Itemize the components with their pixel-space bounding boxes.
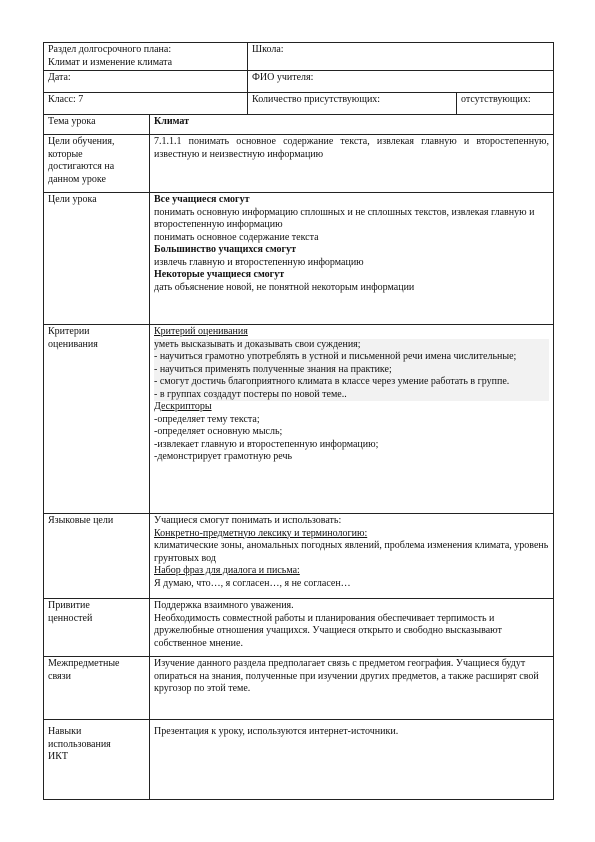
topic-value: Климат — [154, 116, 190, 127]
values-label-line: Привитие — [48, 600, 90, 611]
learning-objectives-label-line: данном уроке — [48, 173, 106, 185]
header-row-class — [44, 93, 554, 115]
school-label: Школа: — [252, 44, 284, 55]
class-cell — [44, 93, 248, 115]
learning-objectives-label-line: которые — [48, 148, 83, 160]
phrases-heading: Набор фраз для диалога и письма: — [154, 565, 300, 576]
criteria-line: уметь высказывать и доказывать свои суждения; — [154, 339, 549, 352]
row-criteria — [44, 325, 554, 514]
row-lesson-objectives — [44, 193, 554, 325]
criteria-line: - смогут достичь благоприятного климата в классе через умение работать в группе. — [154, 376, 549, 389]
criteria-heading: Критерий оценивания — [154, 326, 248, 337]
descriptors-heading: Дескрипторы — [154, 401, 212, 412]
learning-objectives-label-line: Цели обучения, — [48, 136, 115, 147]
language-intro: Учащиеся смогут понимать и использовать: — [154, 515, 342, 526]
row-crosscurricular — [44, 657, 554, 720]
ict-label-cell — [44, 720, 150, 800]
absent-label: отсутствующих: — [461, 94, 531, 105]
header-row-date — [44, 71, 554, 93]
descriptor-line: -извлекает главную и второстепенную информацию; — [154, 438, 379, 450]
language-value-cell — [150, 514, 554, 599]
ict-label-line: использования — [48, 738, 111, 750]
all-students-heading: Все учащиеся смогут — [154, 194, 250, 205]
some-students-line: дать объяснение новой, не понятной некоторым информации — [154, 281, 415, 293]
ict-label-line: Навыки — [48, 726, 82, 737]
section-cell — [44, 43, 248, 71]
most-students-line: извлечь главную и второстепенную информацию — [154, 256, 364, 268]
crosscurricular-value-cell — [150, 657, 554, 720]
values-line: Поддержка взаимного уважения. — [154, 600, 294, 611]
values-line: Необходимость совместной работы и планирования обеспечивает терпимость и дружелюбные отношения учащихся. Учащиеся открыто и свободно высказывают собственное мнение. — [154, 612, 502, 649]
learning-objectives-value-cell — [150, 135, 554, 193]
crosscurricular-label-line: Межпредметные — [48, 658, 120, 669]
row-learning-objectives — [44, 135, 554, 193]
phrases-text: Я думаю, что…, я согласен…, я не согласен… — [154, 577, 351, 589]
all-students-line: понимать основную информацию сплошных и не сплошных текстов, извлекая главную и второстепенную информацию — [154, 206, 535, 230]
some-students-heading: Некоторые учащиеся смогут — [154, 269, 285, 280]
criteria-line: - научиться применять полученные знания на практике; — [154, 364, 549, 377]
topic-label-cell — [44, 115, 150, 135]
ict-value-cell — [150, 720, 554, 800]
section-label: Раздел долгосрочного плана: — [48, 44, 172, 55]
descriptor-line: -определяет тему текста; — [154, 413, 260, 425]
learning-objectives-text: 7.1.1.1 понимать основное содержание текста, извлекая главную и второстепенную, известную и неизвестную информацию — [154, 136, 550, 160]
vocabulary-text: климатические зоны, аномальных погодных явлений, проблема изменения климата, уровень грунтовых вод — [154, 540, 549, 564]
date-cell — [44, 71, 248, 93]
all-students-line: понимать основное содержание текста — [154, 231, 319, 243]
criteria-label-line: Критерии — [48, 326, 90, 337]
header-row-section — [44, 43, 554, 71]
criteria-label-line: оценивания — [48, 338, 98, 350]
present-label: Количество присутствующих: — [252, 94, 381, 105]
lesson-plan-table — [43, 42, 554, 800]
descriptor-line: -определяет основную мысль; — [154, 426, 283, 437]
section-name: Климат и изменение климата — [48, 56, 173, 68]
present-cell — [248, 93, 457, 115]
crosscurricular-label-cell — [44, 657, 150, 720]
lesson-objectives-value-cell — [150, 193, 554, 325]
row-values — [44, 599, 554, 657]
teacher-label: ФИО учителя: — [252, 72, 314, 83]
criteria-value-cell — [150, 325, 554, 514]
values-value-cell — [150, 599, 554, 657]
topic-value-cell — [150, 115, 554, 135]
row-language-objectives — [44, 514, 554, 599]
crosscurricular-label-line: связи — [48, 670, 71, 682]
teacher-cell — [248, 71, 554, 93]
descriptor-line: -демонстрирует грамотную речь — [154, 451, 293, 462]
values-label-cell — [44, 599, 150, 657]
learning-objectives-label-line: достигаются на — [48, 161, 115, 172]
criteria-line: - научиться грамотно употреблять в устной и письменной речи имена числительные; — [154, 351, 549, 364]
language-label-cell — [44, 514, 150, 599]
values-label-line: ценностей — [48, 612, 93, 624]
date-label: Дата: — [48, 72, 71, 83]
ict-text: Презентация к уроку, используются интернет-источники. — [154, 726, 399, 737]
crosscurricular-text: Изучение данного раздела предполагает связь с предметом география. Учащиеся будут опираться на знания, полученные при изучении других предметов, а также расширят свой кругозор по этой теме. — [154, 658, 539, 694]
school-cell — [248, 43, 554, 71]
criteria-line: - в группах создадут постеры по новой теме.. — [154, 389, 549, 402]
row-ict — [44, 720, 554, 800]
lesson-objectives-label-cell — [44, 193, 150, 325]
learning-objectives-label-cell — [44, 135, 150, 193]
most-students-heading: Большинство учащихся смогут — [154, 244, 297, 255]
topic-label: Тема урока — [48, 116, 96, 127]
lesson-objectives-label: Цели урока — [48, 194, 97, 205]
language-label: Языковые цели — [48, 515, 114, 526]
absent-cell — [457, 93, 554, 115]
row-topic — [44, 115, 554, 135]
class-label: Класс: 7 — [48, 94, 84, 105]
criteria-label-cell — [44, 325, 150, 514]
vocabulary-heading: Конкретно-предметную лексику и терминологию: — [154, 527, 368, 539]
ict-label-line: ИКТ — [48, 751, 68, 762]
